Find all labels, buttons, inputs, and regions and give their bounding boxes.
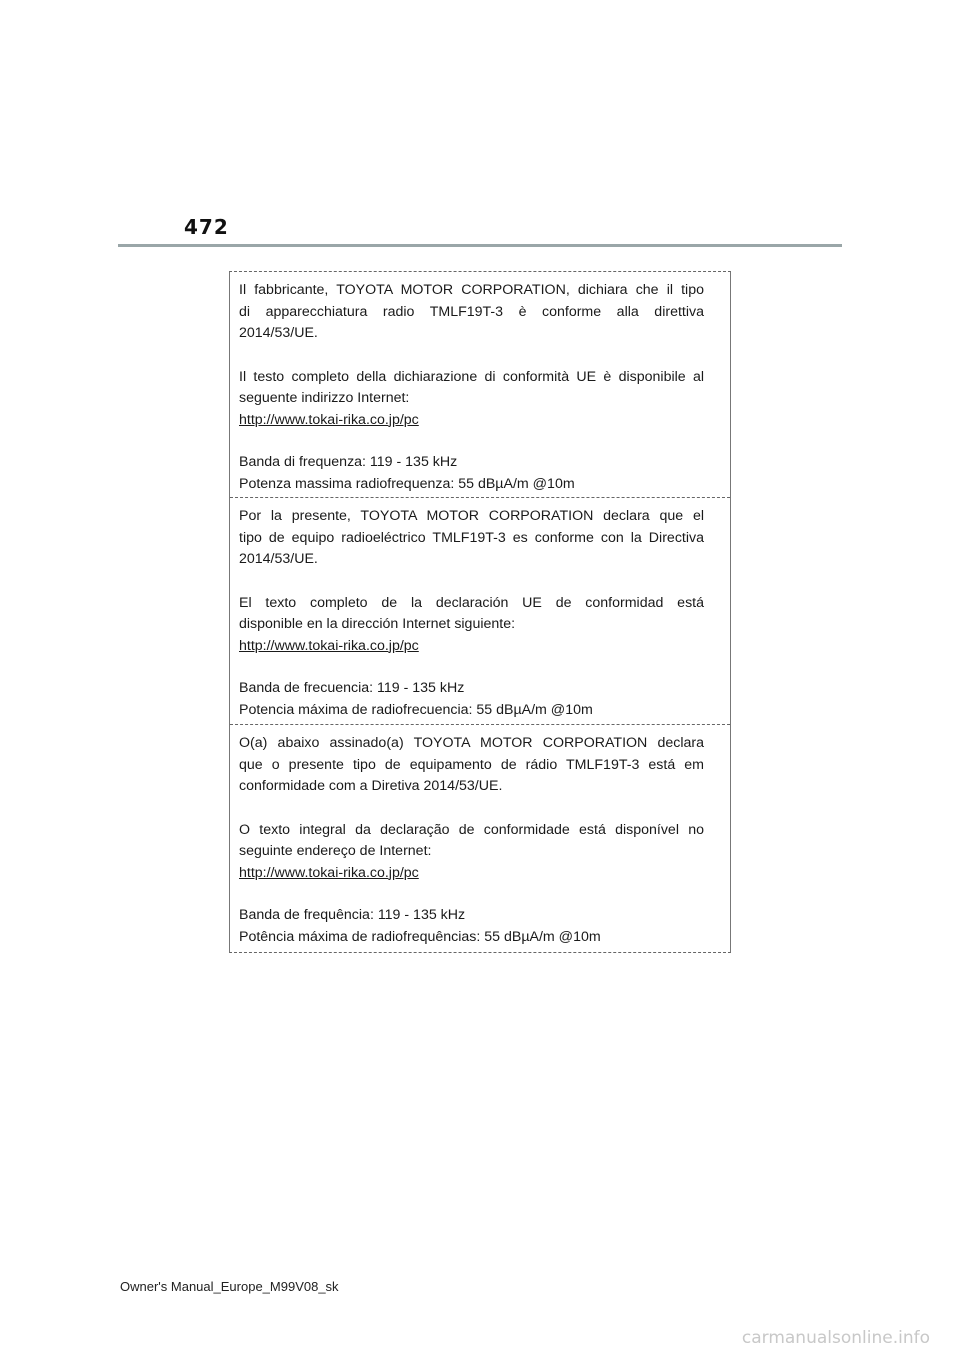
frequency-band: Banda di frequenza: 119 - 135 kHz bbox=[239, 454, 458, 470]
fulltext-line: seguinte endereço de Internet: bbox=[239, 843, 432, 859]
declaration-line: Il fabbricante, TOYOTA MOTOR CORPORATION, dichiara che il tipo bbox=[239, 282, 704, 298]
radio-spec-paragraph bbox=[239, 678, 704, 721]
page-number: 472 bbox=[184, 215, 229, 239]
fulltext-paragraph bbox=[239, 367, 704, 432]
declaration-paragraph bbox=[239, 280, 704, 345]
declaration-paragraph bbox=[239, 733, 704, 798]
fulltext-line: Il testo completo della dichiarazione di conformità UE è disponibile al bbox=[239, 368, 704, 385]
declaration-line: 2014/53/UE. bbox=[239, 551, 318, 567]
fulltext-paragraph bbox=[239, 820, 704, 885]
declaration-line: O(a) abaixo assinado(a) TOYOTA MOTOR CORPORATION declara bbox=[239, 735, 704, 751]
header-rule bbox=[118, 244, 842, 247]
declaration-line: que o presente tipo de equipamento de rádio TMLF19T-3 está em bbox=[239, 756, 704, 773]
max-power: Potência máxima de radiofrequências: 55 dBµA/m @10m bbox=[239, 928, 601, 945]
fulltext-line: El texto completo de la declaración UE de conformidad está bbox=[239, 594, 704, 611]
radio-spec-paragraph bbox=[239, 905, 704, 948]
declaration-line: conformidade com a Diretiva 2014/53/UE. bbox=[239, 778, 503, 794]
radio-spec-paragraph bbox=[239, 452, 704, 495]
max-power: Potenza massima radiofrequenza: 55 dBµA/m @10m bbox=[239, 475, 575, 492]
frequency-band: Banda de frequência: 119 - 135 kHz bbox=[239, 907, 466, 923]
declaration-section-portuguese bbox=[230, 724, 730, 953]
declaration-section-italian bbox=[230, 272, 730, 497]
site-watermark: carmanualsonline.info bbox=[741, 1328, 930, 1348]
declaration-line: 2014/53/UE. bbox=[239, 325, 318, 341]
fulltext-line: seguente indirizzo Internet: bbox=[239, 390, 410, 406]
fulltext-paragraph bbox=[239, 593, 704, 658]
frequency-band: Banda de frecuencia: 119 - 135 kHz bbox=[239, 680, 465, 696]
declaration-url-link[interactable]: http://www.tokai-rika.co.jp/pc bbox=[239, 637, 419, 654]
declaration-line: Por la presente, TOYOTA MOTOR CORPORATION declara que el bbox=[239, 508, 704, 524]
declaration-url-link[interactable]: http://www.tokai-rika.co.jp/pc bbox=[239, 411, 419, 428]
fulltext-line: disponible en la dirección Internet siguiente: bbox=[239, 616, 516, 632]
declaration-url-link[interactable]: http://www.tokai-rika.co.jp/pc bbox=[239, 864, 419, 881]
declaration-section-spanish bbox=[230, 497, 730, 724]
declaration-box bbox=[229, 271, 731, 953]
declaration-line: tipo de equipo radioeléctrico TMLF19T-3 es conforme con la Directiva bbox=[239, 529, 704, 546]
declaration-paragraph bbox=[239, 506, 704, 571]
max-power: Potencia máxima de radiofrecuencia: 55 dBµA/m @10m bbox=[239, 701, 593, 718]
page-footer: Owner's Manual_Europe_M99V08_sk bbox=[120, 1279, 339, 1294]
fulltext-line: O texto integral da declaração de conformidade está disponível no bbox=[239, 821, 704, 838]
declaration-line: di apparecchiatura radio TMLF19T-3 è conforme alla direttiva bbox=[239, 303, 704, 320]
